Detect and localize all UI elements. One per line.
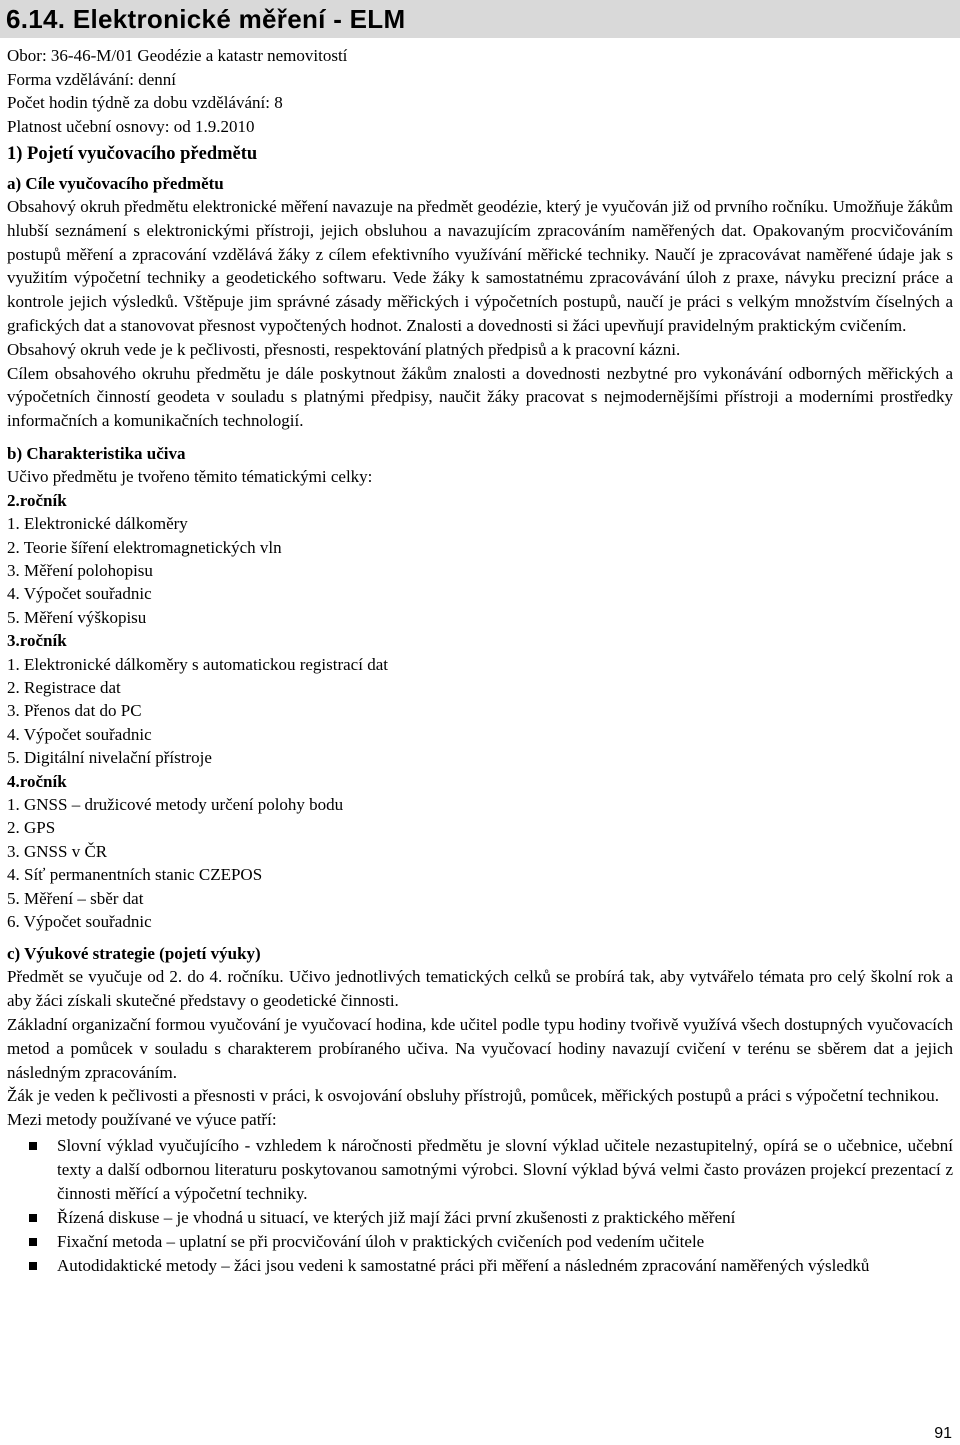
topic-item: 1. Elektronické dálkoměry xyxy=(7,514,188,534)
paragraph: Obsahový okruh předmětu elektronické měření navazuje na předmět geodézie, který je vyučován již od prvního ročníku. Umožňuje žákům hlubší seznámení s elektronickými přístroji, jejich obsluhou a navazujícím zpracováním naměřených dat. Opakovaným procvičováním postupů měření a zpracování vzdělává žáky z cílem efektivního využívání měřické techniky. Naučí je zpracovávat naměřené údaje jak s využitím výpočetní techniky a geodetického softwaru. Vede žáky k samostatnému zpracovávání úloh z praxe, návyku precizní práce a kontrole jejich výsledků. Vštěpuje jim správné zásady měřických i výpočetních postupů, naučí je práci s velkým množstvím číselných a grafických dat a stanovovat přesnost vypočtených hodnot. Znalosti a dovednosti si žáci upevňují pravidelným praktickým cvičením. xyxy=(7,197,953,335)
list-item xyxy=(7,1230,953,1254)
paragraph: Žák je veden k pečlivosti a přesnosti v práci, k osvojování obsluhy přístrojů, pomůcek, měřických postupů a práci s výpočetní technikou. xyxy=(7,1086,939,1106)
methods-list xyxy=(7,1134,953,1278)
year-block xyxy=(7,629,953,769)
year-label: 3.ročník xyxy=(7,631,67,651)
paragraph: Základní organizační formou vyučování je vyučovací hodina, kde učitel podle typu hodiny tvořivě využívá všech dostupných vyučovacích metod a pomůcek v souladu s charakterem probíraného učiva. Na vyučovací hodiny navazují cvičení v terénu se sběrem dat a jejich následným zpracováním. xyxy=(7,1015,953,1082)
chapter-heading-bar xyxy=(0,0,960,38)
document-body xyxy=(7,44,953,1278)
subsection-a-title: a) Cíle vyučovacího předmětu xyxy=(7,174,224,193)
topic-item: 3. Měření polohopisu xyxy=(7,560,153,580)
square-bullet-icon xyxy=(29,1214,37,1222)
paragraph: Předmět se vyučuje od 2. do 4. ročníku. Učivo jednotlivých tematických celků se probírá tak, aby vytvářelo témata pro celý školní rok a aby žáci získali skutečné představy o geodetické činnosti. xyxy=(7,967,953,1011)
topic-item: 4. Síť permanentních stanic CZEPOS xyxy=(7,865,263,885)
square-bullet-icon xyxy=(29,1262,37,1270)
year-label: 4.ročník xyxy=(7,771,67,791)
meta-block xyxy=(7,44,953,138)
list-item xyxy=(7,1134,953,1206)
topic-item: 2. Registrace dat xyxy=(7,678,121,698)
paragraph: Obsahový okruh vede je k pečlivosti, přesnosti, respektování platných předpisů a k pracovní kázni. xyxy=(7,339,681,359)
subsection-c-title: c) Výukové strategie (pojetí výuky) xyxy=(7,944,261,964)
year-block xyxy=(7,489,953,629)
meta-form: Forma vzdělávání: denní xyxy=(7,69,177,89)
chapter-heading: 6.14. Elektronické měření - ELM xyxy=(6,4,406,34)
topic-item: 4. Výpočet souřadnic xyxy=(7,724,152,744)
list-item-text: Autodidaktické metody – žáci jsou vedeni k samostatné práci při měření a následném zpracování naměřených výsledků xyxy=(57,1256,870,1276)
list-item xyxy=(7,1206,953,1230)
topic-item: 2. Teorie šíření elektromagnetických vln xyxy=(7,537,282,557)
topic-item: 5. Měření – sběr dat xyxy=(7,888,144,908)
year-block xyxy=(7,770,953,934)
topic-item: 1. Elektronické dálkoměry s automatickou registrací dat xyxy=(7,654,388,674)
meta-hours: Počet hodin týdně za dobu vzdělávání: 8 xyxy=(7,93,283,112)
topic-item: 5. Měření výškopisu xyxy=(7,607,147,627)
page-number: 91 xyxy=(934,1425,952,1442)
year-label: 2.ročník xyxy=(7,490,67,510)
topic-item: 4. Výpočet souřadnic xyxy=(7,584,152,604)
topic-item: 5. Digitální nivelační přístroje xyxy=(7,748,212,768)
topic-item: 2. GPS xyxy=(7,818,56,838)
topic-item: 6. Výpočet souřadnic xyxy=(7,912,152,932)
square-bullet-icon xyxy=(29,1142,37,1150)
meta-validity: Platnost učební osnovy: od 1.9.2010 xyxy=(7,116,255,136)
topic-item: 3. Přenos dat do PC xyxy=(7,701,142,721)
paragraph: Cílem obsahového okruhu předmětu je dále poskytnout žákům znalosti a dovednosti nezbytné pro vykonávání odborných měřických a výpočetních činností geodeta v souladu s platnými předpisy, naučit žáky pracovat s nejmodernějšími přístroji a moderními prostředky informačních a komunikačních technologií. xyxy=(7,363,953,431)
subsection-b-title: b) Charakteristika učiva xyxy=(7,443,186,463)
list-item-text: Fixační metoda – uplatní se při procvičování úloh v praktických cvičeních pod vedením učitele xyxy=(57,1232,705,1252)
meta-field: Obor: 36-46-M/01 Geodézie a katastr nemovitostí xyxy=(7,46,348,65)
square-bullet-icon xyxy=(29,1238,37,1246)
list-item-text: Řízená diskuse – je vhodná u situací, ve kterých již mají žáci první zkušenosti z praktického měření xyxy=(57,1208,736,1228)
topic-item: 3. GNSS v ČR xyxy=(7,841,108,861)
topic-item: 1. GNSS – družicové metody určení polohy bodu xyxy=(7,795,344,815)
section-title: 1) Pojetí vyučovacího předmětu xyxy=(7,144,258,164)
list-item-text: Slovní výklad vyučujícího - vzhledem k náročnosti předmětu je slovní výklad učitele nezastupitelný, opírá se o učebnice, učební texty a další odbornou literaturu poskytovanou samotnými výrobci. Slovní výklad bývá velmi často provázen projekcí prezentací z činnosti měřící a výpočetní techniky. xyxy=(57,1136,953,1204)
paragraph: Učivo předmětu je tvořeno těmito tématickými celky: xyxy=(7,466,373,486)
paragraph: Mezi metody používané ve výuce patří: xyxy=(7,1110,277,1130)
list-item xyxy=(7,1254,953,1278)
